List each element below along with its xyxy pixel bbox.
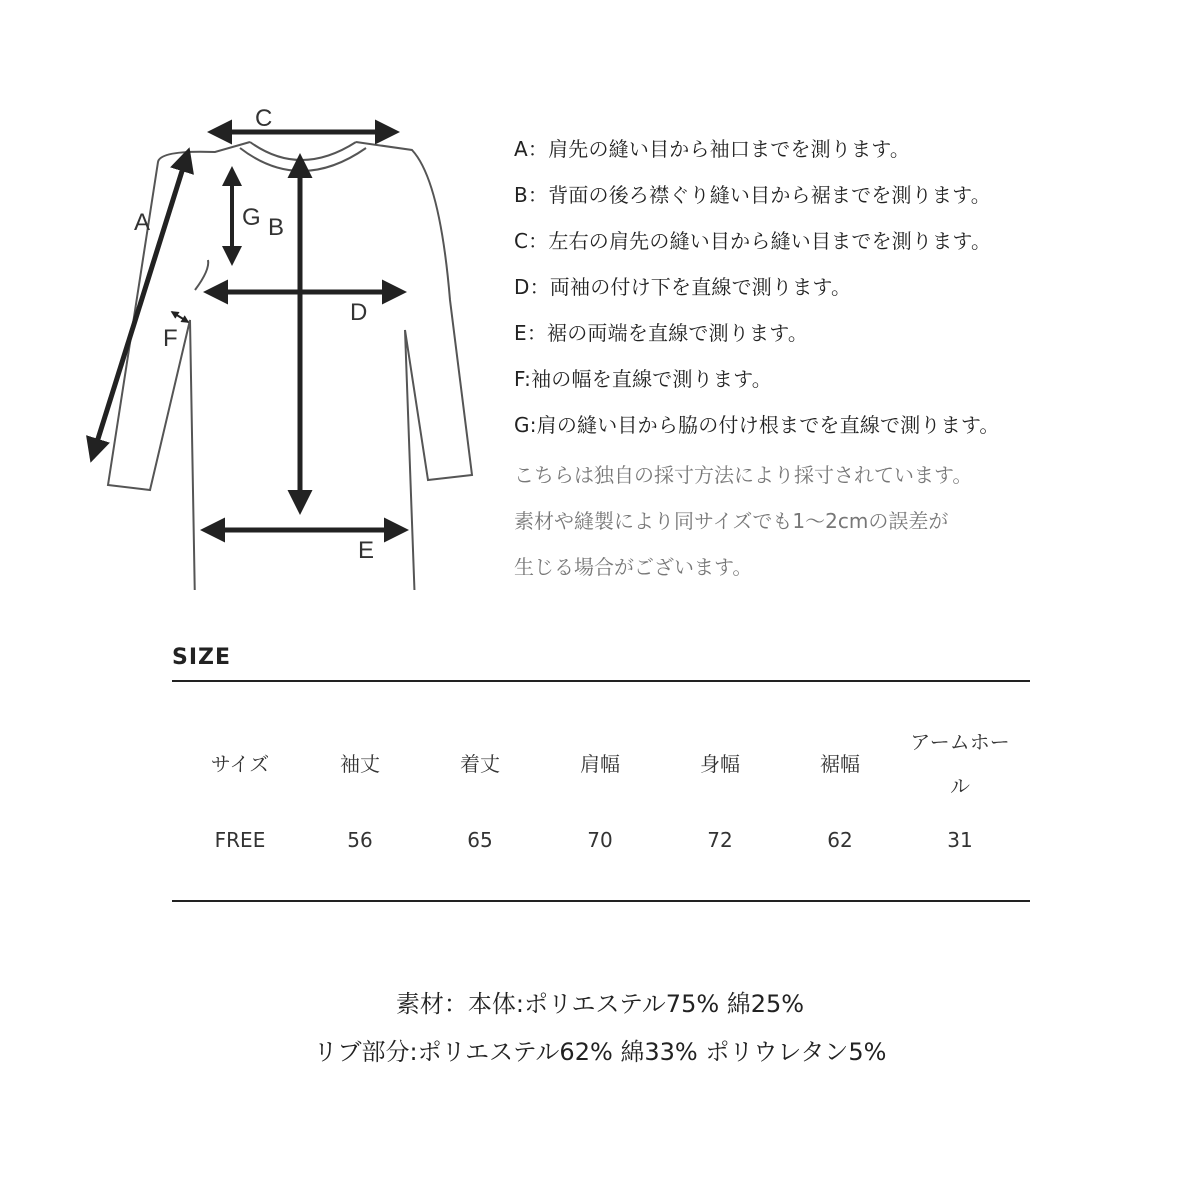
note-f: F:袖の幅を直線で測ります。 — [514, 367, 772, 391]
cell-chest-width: 72 — [707, 828, 733, 852]
size-title: SIZE — [172, 645, 232, 670]
shirt-diagram-svg — [60, 90, 500, 590]
label-b: B — [268, 214, 285, 241]
measurement-notes — [514, 126, 1154, 590]
note-e: E：裾の両端を直線で測ります。 — [514, 321, 809, 345]
label-e: E — [358, 537, 375, 564]
cell-hem-width: 62 — [827, 828, 853, 852]
arrow-f — [172, 312, 188, 322]
header-body-length: 着丈 — [460, 752, 500, 776]
table-row — [180, 810, 1030, 870]
label-d: D — [350, 299, 368, 326]
size-table — [180, 718, 1030, 870]
cell-body-length: 65 — [467, 828, 493, 852]
material-line-1: 素材：本体:ポリエステル75% 綿25% — [395, 990, 805, 1018]
header-shoulder-width: 肩幅 — [580, 752, 620, 776]
note-d: D：両袖の付け下を直線で測ります。 — [514, 275, 852, 299]
disclaimer-line-2: 素材や縫製により同サイズでも1～2cmの誤差が — [514, 509, 949, 533]
header-armhole: アームホール — [910, 730, 1010, 798]
note-c: C：左右の肩先の縫い目から縫い目までを測ります。 — [514, 229, 992, 253]
note-b: B：背面の後ろ襟ぐり縫い目から裾までを測ります。 — [514, 183, 991, 207]
cell-armhole: 31 — [947, 828, 973, 852]
label-g: G — [242, 204, 261, 231]
cell-sleeve-length: 56 — [347, 828, 373, 852]
label-a: A — [134, 209, 151, 236]
label-f: F — [163, 325, 178, 352]
cell-shoulder-width: 70 — [587, 828, 613, 852]
header-chest-width: 身幅 — [700, 752, 740, 776]
header-size: サイズ — [210, 752, 270, 776]
note-g: G:肩の縫い目から脇の付け根までを直線で測ります。 — [514, 413, 1000, 437]
disclaimer — [514, 452, 1154, 590]
cell-size: FREE — [214, 828, 266, 852]
size-table-header — [180, 718, 1030, 810]
header-sleeve-length: 袖丈 — [340, 752, 380, 776]
note-a: A：肩先の縫い目から袖口までを測ります。 — [514, 137, 911, 161]
size-bottom-divider — [172, 900, 1030, 902]
measurement-diagram — [60, 90, 500, 590]
arrow-a — [92, 152, 188, 458]
disclaimer-line-3: 生じる場合がございます。 — [514, 555, 753, 579]
label-c: C — [255, 105, 273, 132]
disclaimer-line-1: こちらは独自の採寸方法により採寸されています。 — [514, 463, 973, 487]
shirt-outline — [108, 142, 472, 590]
material-line-2: リブ部分:ポリエステル62% 綿33% ポリウレタン5% — [313, 1038, 887, 1066]
size-top-divider — [172, 680, 1030, 682]
header-hem-width: 裾幅 — [820, 752, 860, 776]
material-info — [0, 980, 1200, 1076]
